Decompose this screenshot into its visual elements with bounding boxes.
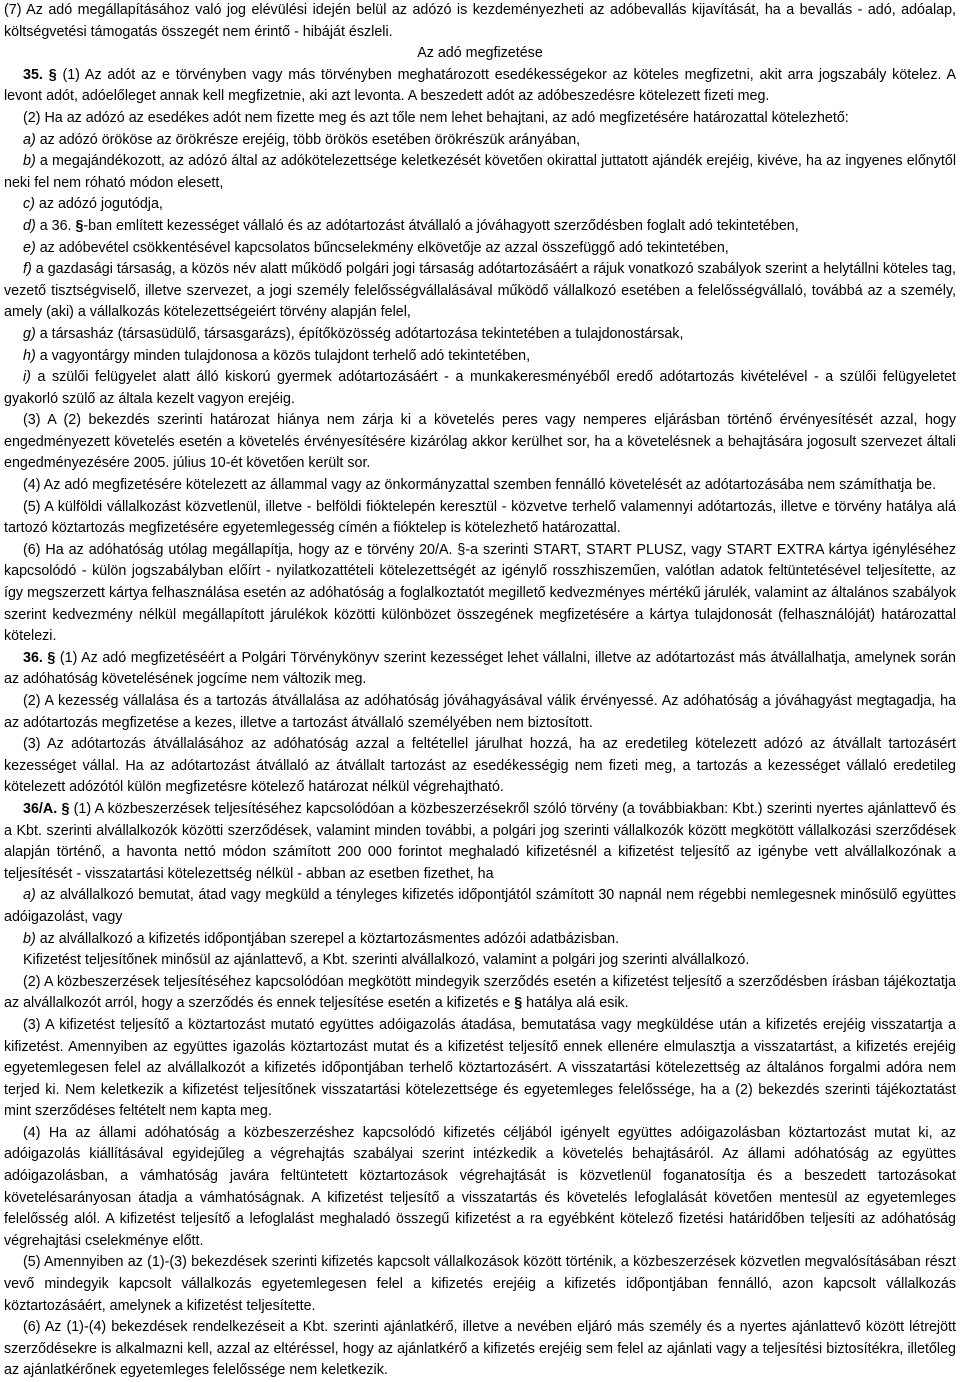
list-item-g [4,324,956,346]
list-text: a szülői felügyelet alatt álló kiskorú gyermek adótartozásáért - a munkakeresményéből eredő adótartozás kivételével - a szülői felügyeletet gyakorló szülő az általa kezelt vagyon erejéig. [4,369,956,407]
list-label: i) [23,369,31,386]
paragraph-text: (2) A közbeszerzések teljesítéséhez kapcsolódóan megkötött mindegyik szerződés esetén a kifizetést teljesítő a szerződésben írásban tájékoztatja az alvállalkozót arról, hogy a szerződés és ennek teljesítése esetén a kifizetés e [4,973,956,1012]
list-label: b) [23,930,36,947]
payer-definition: Kifizetést teljesítőnek minősül az ajánlattevő, a Kbt. szerinti alvállalkozó, valamint a polgári jog szerinti alvállalkozó. [23,952,750,969]
list-text: a vagyontárgy minden tulajdonosa a közös tulajdont terhelő adó tekintetében, [35,347,531,364]
section-sign: § [61,800,70,817]
list-text: a gazdasági társaság, a közös név alatt működő polgári jogi társaság adótartozásáért a rájuk vonatkozó szabályok szerint a helytállni köteles tag, vezető tisztségviselő, illetve szervezet, a jogi személy felelősségvállalásával működő vállalkozó esetében a felelősségvállaló, továbbá az a személy, amely (aki) a vállalkozás kötelezettségeiért törvény alapján felel, [4,261,956,321]
section-35-paragraph-6: (6) Ha az adóhatóság utólag megállapítja, hogy az e törvény 20/A. §-a szerinti START, START PLUSZ, vagy START EXTRA kártya igényléséhez kapcsolódó - külön jogszabályban előírt - nyilatkozattételi kötelezettségét az igénylő rosszhiszeműen, valótlan adatok feltüntetésével teljesítette, az így megszerzett kártya felhasználása esetén az adóhatóság a foglalkoztatót megillető kedvezményes mértékű járulék, valamint az általános szabályok szerint kedvezmény nélkül megállapított járulékok közötti különbözet összegének megfizetésére a kártya tulajdonosát (felhasználóját) határozattal kötelezi. [4,541,956,645]
list-item-f [4,259,956,324]
section-sign: § [48,66,57,83]
list-label: f) [23,261,32,278]
section-36-paragraph-3: (3) Az adótartozás átvállalásához az adóhatóság azzal a feltétellel járulhat hozzá, ha az eredetileg kötelezett adózó az átvállalt tartozásért kezességet vállal. Ha az adótartozást átvállaló az átvállalt tartozást az esedékességig nem fizeti meg, a tartozás a kezességet vállaló eredetileg kötelezett adózótól külön megfizetésre kötelező határozat nélkül végrehajtható. [4,736,956,796]
section-35-paragraph-2: (2) Ha az adózó az esedékes adót nem fizette meg és azt tőle nem lehet behajtani, az adó megfizetésére határozattal kötelezhető: [23,109,849,126]
list-text: az adózó jogutódja, [34,196,163,213]
list-label: a) [23,131,36,148]
section-36a-paragraph-3: (3) A kifizetést teljesítő a köztartozást mutató együttes adóigazolás átadása, bemutatása vagy megküldése után a kifizetés erejéig visszatartja a kifizetést. Amennyiben az együttes igazolás köztartozást mutat és a kifizetést teljesítő ennek ellenére elmulasztja a visszatartást, a kifizetés erejéig egyetemlegesen felel az alvállalkozót a kifizetés időpontjában terhelő köztartozásért. A visszatartási kötelezettség az általános forgalmi adóra nem terjed ki. Nem keletkezik a kifizetést teljesítőnek visszatartási kötelezettsége és egyetemleges felelőssége, ha a (2) bekezdés szerinti tájékoztatást mint szerződéses feltételt nem kapta meg. [4,1016,956,1120]
paragraph-7: (7) Az adó megállapításához való jog elévülési idején belül az adózó is kezdeményezheti az adóbevallás kijavítását, ha a bevallás - adó, adóalap, költségvetési támogatás összegét nem érintő - hibáját észleli. [4,2,956,40]
section-36-paragraph-1 [4,648,956,691]
section-36a-paragraph-4: (4) Ha az állami adóhatóság a közbeszerzéshez kapcsolódó kifizetés céljából igényelt együttes adóigazolásban köztartozást mutat ki, az adóigazolás kiállításával egyidejűleg a végrehajtás szabályai szerint intézkedik a követelés behajtásáról. Az állami adóhatóság az együttes adóigazolásban, a vámhatóság javára feltüntetett köztartozások végrehajtását is közvetlenül foganatosítja és a beszedett tartozásokat követelésarányosan átadja a vámhatóságnak. A kifizetést teljesítő a visszatartás és követelés lefoglalását követően mentesül az egyetemleges felelősség alól. A kifizetést teljesítő a lefoglalást meghaladó összegű kifizetést a ra egyébként kötelező fizetési határidőben teljesíti az adóhatóság végrehajtási cselekménye előtt. [4,1124,956,1249]
paragraph-text: hatálya alá esik. [522,995,629,1012]
list-text: a megajándékozott, az adózó által az adókötelezettsége keletkezését követően okirattal juttatott ajándék erejéig, kivéve, ha az ingyenes előnytől neki fel nem róható módon elesett, [4,153,956,191]
list-text: -ban említett kezességet vállaló és az adótartozást átvállaló a jóváhagyott szerződésben foglalt adó tekintetében, [83,217,799,234]
section-35-paragraph-3: (3) A (2) bekezdés szerinti határozat hiánya nem zárja ki a követelés peres vagy nemperes eljárásban történő érvényesítését azzal, hogy engedményezett követelés esetén a követelés érvényesítésére kizárólag akkor kerülhet sor, ha a követelésnek a behajtására jogosult szervezet általi engedményezésére 2005. július 10-ét követően került sor. [4,412,956,472]
list-label: d) [23,217,36,234]
list-label: a) [23,887,36,904]
section-number: 36/A. [23,800,58,817]
list-label: b) [23,153,36,170]
list-text: az alvállalkozó a kifizetés időpontjában szerepel a köztartozásmentes adózói adatbázisban. [35,930,620,947]
list-label: g) [23,325,36,342]
section-36-paragraph-2: (2) A kezesség vállalása és a tartozás átvállalása az adóhatóság jóváhagyásával válik érvényessé. Az adóhatóság a jóváhagyást megtagadja, ha az adótartozás megfizetése a kezes, illetve a tartozást átvállaló személyében nem biztosított. [4,693,956,731]
list-label: h) [23,347,36,364]
list-item-a [4,885,956,928]
list-item-i [4,367,956,410]
paragraph-text: (1) Az adót az e törvényben vagy más törvényben meghatározott esedékességekor az köteles megfizetni, akit arra jogszabály kötelez. A levont adót, adóelőleget annak kell megfizetnie, aki azt levonta. A beszedett adót az adóbeszedésre kötelezett fizeti meg. [4,66,956,105]
section-sign: § [75,217,84,234]
section-36a-paragraph-2 [4,972,956,1015]
section-number: 35. [23,66,43,83]
section-number: 36. [23,649,43,666]
list-item-e [4,238,956,260]
list-text: az adóbevétel csökkentésével kapcsolatos bűncselekmény elkövetője az azzal összefüggő adó tekintetében, [35,239,729,256]
section-heading: Az adó megfizetése [417,45,543,62]
section-35-paragraph-4: (4) Az adó megfizetésére kötelezett az állammal vagy az önkormányzattal szemben fennálló követelését az adótartozásába nem számíthatja be. [23,477,937,494]
list-text: a társasház (társasüdülő, társasgarázs), építőközösség adótartozása tekintetében a tulajdonostársak, [35,325,684,342]
list-item-d [4,216,956,238]
list-label: e) [23,239,36,256]
list-item-c [4,194,956,216]
section-36a-paragraph-5: (5) Amennyiben az (1)-(3) bekezdések szerinti kifizetés kapcsolt vállalkozások között történik, a közbeszerzések közvetlen megvalósításában részt vevő mindegyik kapcsolt vállalkozás egyetemlegesen felel a kifizetés erejéig a kifizetés időpontjában fennálló, azon kapcsolt vállalkozás köztartozásáért, amelynek a kifizetést teljesítette. [4,1254,956,1314]
list-text: a 36. [35,217,76,234]
list-text: az alvállalkozó bemutat, átad vagy megküld a tényleges kifizetés időpontjától számított 30 napnál nem régebbi nemlegesnek minősülő együttes adóigazolást, vagy [4,887,956,925]
section-sign: § [514,995,523,1012]
section-35-paragraph-5: (5) A külföldi vállalkozást közvetlenül, illetve - belföldi fióktelepén keresztül - közvetve terhelő valamennyi adótartozás, illetve e törvény hatálya alá tartozó köztartozás megfizetésére egyetemlegesség címén a fióktelep is kötelezhető határozattal. [4,498,956,537]
paragraph-text: (1) Az adó megfizetéséért a Polgári Törvénykönyv szerint kezességet lehet vállalni, illetve az adótartozást más átvállalhatja, amelynek során az adóhatóság követelésének jogcíme nem változik meg. [4,649,956,688]
section-sign: § [47,649,56,666]
section-36a-paragraph-6: (6) Az (1)-(4) bekezdések rendelkezéseit a Kbt. szerinti ajánlatkérő, illetve a nevében eljáró más személy és a nyertes ajánlattevő között létrejött szerződésekre is alkalmazni kell, azzal az eltéréssel, hogy az ajánlatkérő a kifizetés erejéig sem felel az ajánlati vagy a teljesítési biztosítékra, illetőleg az ajánlatkérőnek egyetemleges felelőssége nem keletkezik. [4,1319,956,1379]
list-item-h [4,346,956,368]
list-text: az adózó örököse az örökrésze erejéig, több örökös esetében örökrészük arányában, [35,131,581,148]
list-item-b [4,929,956,951]
paragraph-text: (1) A közbeszerzések teljesítéséhez kapcsolódóan a közbeszerzésekről szóló törvény (a továbbiakban: Kbt.) szerinti nyertes ajánlattevő és a Kbt. szerinti alvállalkozók közötti szerződések, valamint minden további, a polgári jog szerinti vállalkozók között megkötött vállalkozási szerződések alapján történő, a havonta nettó módon számított 200 000 forintot meghaladó kifizetésnél a kifizetést teljesítő az igénybe vett alvállalkozónak a teljesítését - visszatartási kötelezettség nélkül - abban az esetben fizethet, ha [4,800,956,882]
list-label: c) [23,196,35,213]
list-item-a [4,130,956,152]
section-35-paragraph-1 [4,65,956,108]
list-item-b [4,151,956,194]
section-36a-paragraph-1 [4,799,956,885]
